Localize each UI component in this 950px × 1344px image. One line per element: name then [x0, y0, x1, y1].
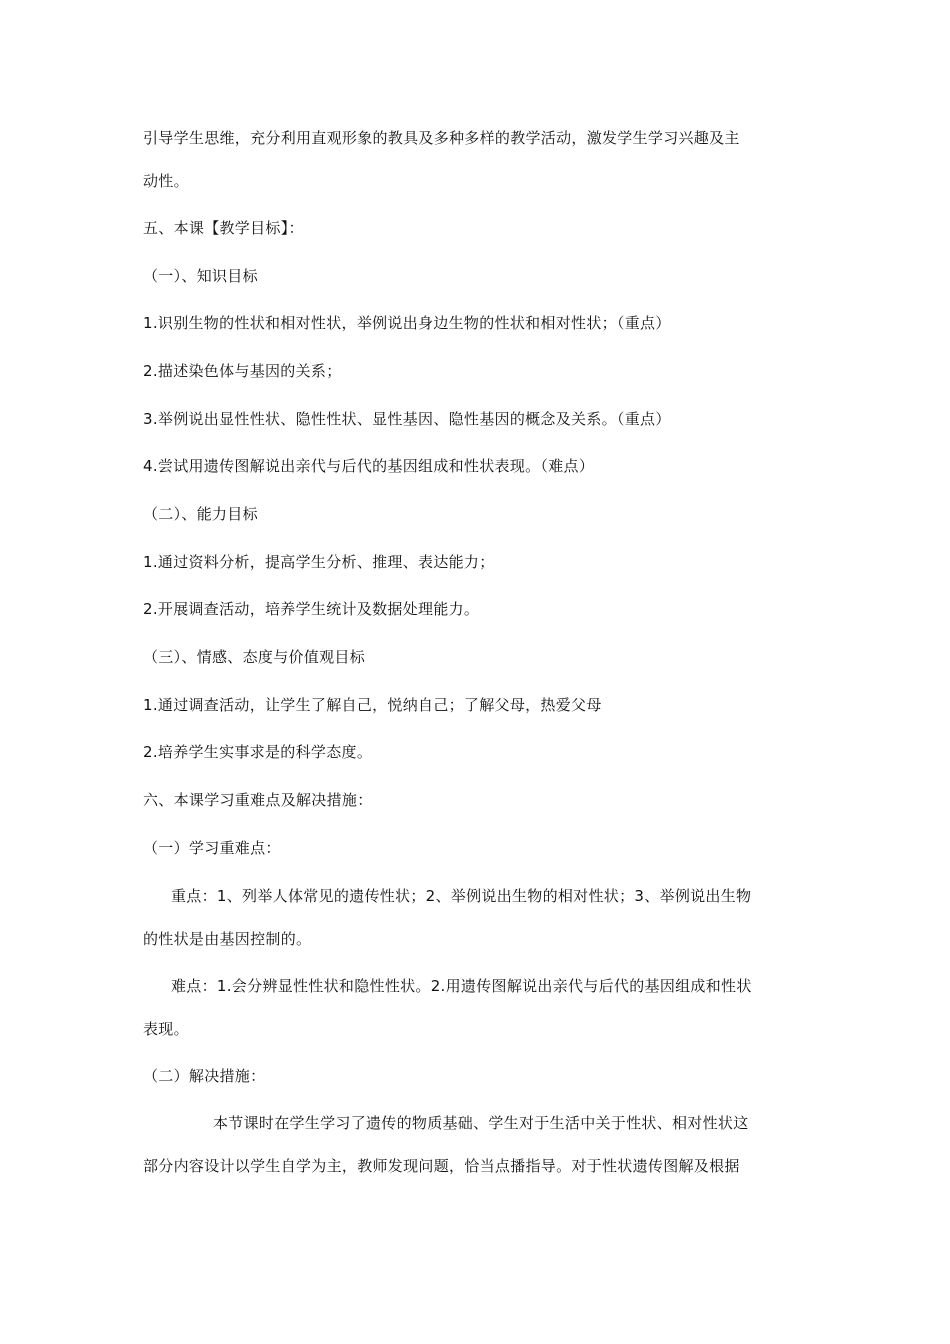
section-heading: 六、本课学习重难点及解决措施： — [143, 791, 373, 809]
list-item: 2.描述染色体与基因的关系； — [143, 362, 342, 380]
paragraph-line: 引导学生思维，充分利用直观形象的教具及多种多样的教学活动，激发学生学习兴趣及主 — [143, 129, 740, 147]
subsection-heading: （二）解决措施： — [143, 1067, 266, 1085]
list-item: 1.通过资料分析，提高学生分析、推理、表达能力； — [143, 553, 495, 571]
paragraph-line: 重点：1、列举人体常见的遗传性状；2、举例说出生物的相对性状；3、举例说出生物 — [171, 887, 752, 905]
list-item: 2.培养学生实事求是的科学态度。 — [143, 743, 373, 761]
paragraph-line: 表现。 — [143, 1020, 189, 1038]
list-item: 2.开展调查活动，培养学生统计及数据处理能力。 — [143, 600, 480, 618]
paragraph-line: 的性状是由基因控制的。 — [143, 930, 312, 948]
section-heading: 五、本课【教学目标】： — [143, 219, 304, 237]
paragraph-line: 部分内容设计以学生自学为主，教师发现问题，恰当点播指导。对于性状遗传图解及根据 — [143, 1157, 740, 1175]
paragraph-line: 动性。 — [143, 172, 189, 190]
subsection-heading: （二）、能力目标 — [143, 505, 258, 523]
subsection-heading: （一）、知识目标 — [143, 267, 258, 285]
subsection-heading: （一）学习重难点： — [143, 839, 281, 857]
list-item: 3.举例说出显性性状、隐性性状、显性基因、隐性基因的概念及关系。（重点） — [143, 410, 671, 428]
paragraph-line: 难点：1.会分辨显性性状和隐性性状。2.用遗传图解说出亲代与后代的基因组成和性状 — [171, 977, 752, 995]
list-item: 1.识别生物的性状和相对性状，举例说出身边生物的性状和相对性状；（重点） — [143, 314, 671, 332]
paragraph-line: 本节课时在学生学习了遗传的物质基础、学生对于生活中关于性状、相对性状这 — [213, 1114, 749, 1132]
list-item: 1.通过调查活动，让学生了解自己，悦纳自己；了解父母，热爱父母 — [143, 696, 602, 714]
list-item: 4.尝试用遗传图解说出亲代与后代的基因组成和性状表现。（难点） — [143, 457, 595, 475]
subsection-heading: （三）、情感、态度与价值观目标 — [143, 648, 366, 666]
